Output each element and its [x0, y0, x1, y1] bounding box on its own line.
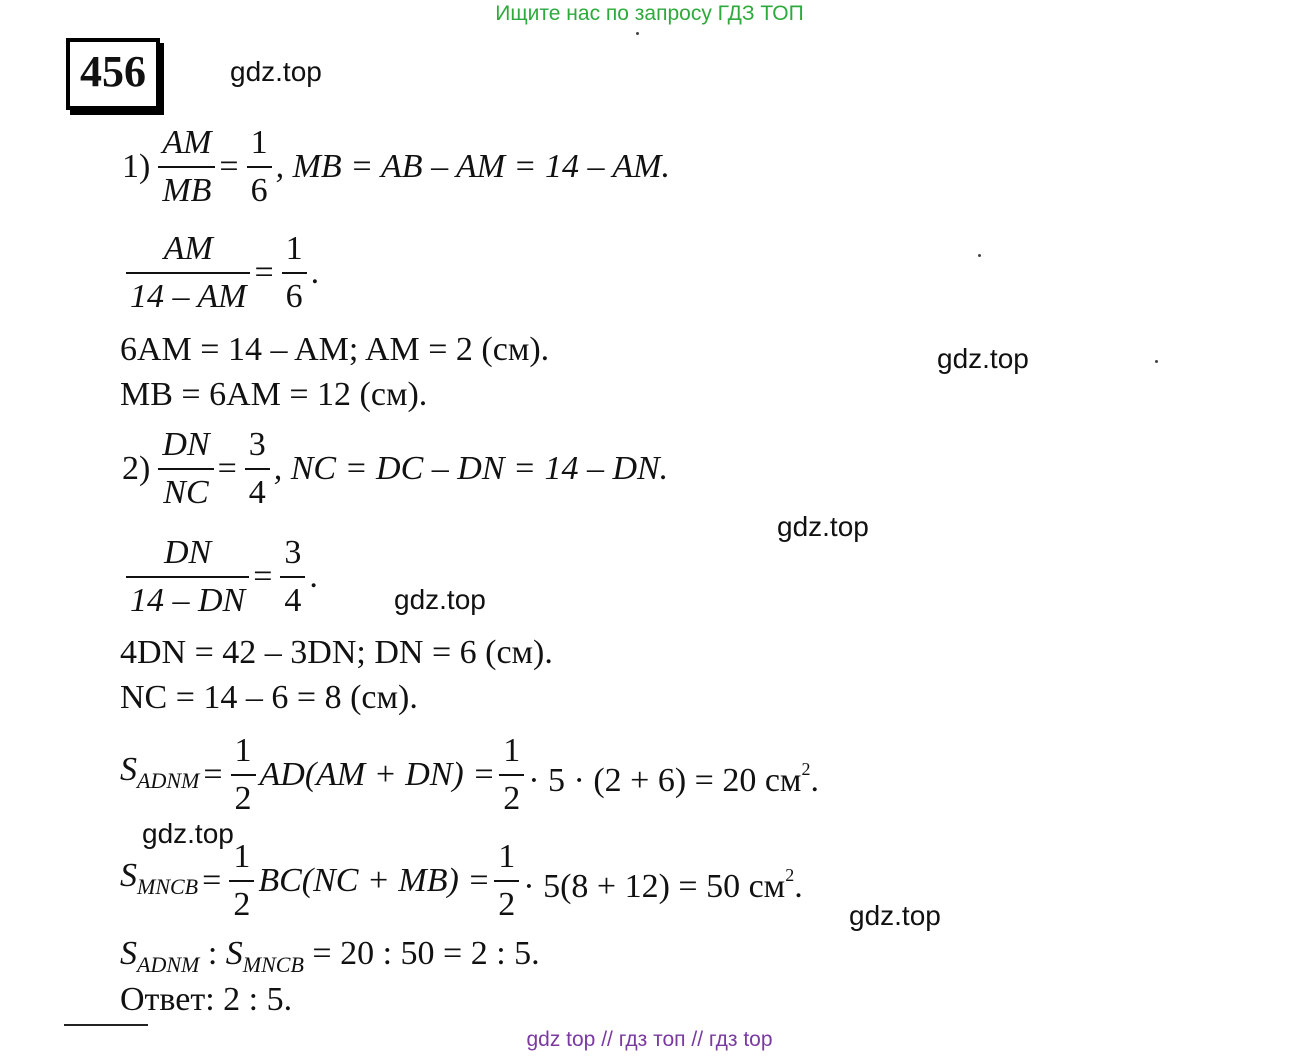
watermark: gdz.top: [142, 818, 234, 849]
part1-equation-3: 6AM = 14 – AM; AM = 2 (см).: [120, 331, 550, 368]
part1-equation-2: [122, 226, 323, 320]
speck: [978, 254, 981, 257]
numerator: 1: [233, 838, 251, 875]
numerator: 1: [234, 732, 252, 769]
fraction: [158, 120, 215, 214]
part2-equation-3: 4DN = 42 – 3DN; DN = 6 (см).: [120, 634, 553, 671]
denominator: 2: [231, 774, 256, 822]
part2-equation-1: [122, 422, 668, 516]
numerator: AM: [162, 124, 212, 161]
problem-number: 456: [66, 38, 160, 110]
numerator: DN: [164, 534, 212, 571]
result: · 5(8 + 12) = 50 $см^2$.: [523, 865, 803, 905]
part1-equation-1: [122, 120, 670, 214]
search-banner: Ищите нас по запросу ГДЗ ТОП: [495, 2, 804, 25]
watermark: gdz.top: [849, 900, 941, 931]
denominator: 14 – AM: [126, 272, 250, 320]
numerator: 3: [248, 426, 266, 463]
numerator: AM: [163, 230, 213, 267]
equals: =: [254, 254, 274, 291]
numerator: 1: [250, 124, 268, 161]
speck: [636, 32, 639, 35]
denominator: 6: [247, 166, 272, 214]
watermark: gdz.top: [937, 343, 1029, 374]
denominator: 6: [282, 272, 307, 320]
equals: =: [202, 862, 222, 899]
area-mncb-equation: [120, 834, 807, 928]
numerator: 3: [284, 534, 302, 571]
period: .: [309, 558, 318, 595]
fraction: [229, 834, 254, 928]
numerator: 1: [285, 230, 303, 267]
equals: =: [203, 756, 223, 793]
denominator: MB: [158, 166, 215, 214]
period: .: [310, 254, 320, 291]
denominator: NC: [158, 468, 213, 516]
equation-tail: , MB = AB – AM = 14 – AM.: [275, 148, 670, 185]
part2-equation-2: [122, 530, 322, 624]
part2-equation-4: NC = 14 – 6 = 8 (см).: [120, 679, 418, 716]
answer: Ответ: 2 : 5.: [120, 981, 293, 1018]
fraction: [231, 728, 256, 822]
part1-equation-4: MB = 6AM = 12 (см).: [120, 376, 428, 413]
part-label: 2): [122, 450, 151, 487]
fraction: [126, 226, 250, 320]
equals: =: [217, 450, 237, 487]
divider: [64, 1024, 148, 1026]
expression: AD(AM + DN) =: [259, 756, 496, 793]
denominator: 2: [494, 880, 519, 928]
speck: [1155, 360, 1158, 363]
denominator: 14 – DN: [126, 576, 249, 624]
area-symbol: $S_{MNCB}$: [120, 856, 199, 899]
equals: =: [219, 148, 239, 185]
denominator: 4: [280, 576, 305, 624]
numerator: DN: [162, 426, 210, 463]
area-symbol: $S_{ADNM}$: [120, 750, 200, 793]
fraction: [126, 530, 249, 624]
watermark: gdz.top: [394, 584, 486, 615]
area-adnm-equation: [120, 728, 823, 822]
fraction: [494, 834, 519, 928]
numerator: 1: [503, 732, 521, 769]
denominator: 4: [245, 468, 270, 516]
fraction: [247, 120, 272, 214]
watermark: gdz.top: [230, 56, 322, 87]
equals: =: [253, 558, 273, 595]
fraction: [245, 422, 270, 516]
part-label: 1): [122, 148, 151, 185]
footer-links: gdz top // гдз топ // гдз top: [526, 1028, 773, 1051]
watermark: gdz.top: [777, 511, 869, 542]
fraction: [282, 226, 307, 320]
fraction: [158, 422, 213, 516]
fraction: [280, 530, 305, 624]
equation-tail: , NC = DC – DN = 14 – DN.: [273, 450, 669, 487]
expression: BC(NC + MB) =: [258, 862, 491, 899]
area-ratio: $S_{ADNM}$ : $S_{MNCB} = 20$ : 50 = 2 : 5.: [120, 935, 540, 977]
numerator: 1: [498, 838, 516, 875]
result: · 5 · (2 + 6) = 20 $см^2$.: [528, 759, 819, 799]
denominator: 2: [229, 880, 254, 928]
denominator: 2: [499, 774, 524, 822]
fraction: [499, 728, 524, 822]
